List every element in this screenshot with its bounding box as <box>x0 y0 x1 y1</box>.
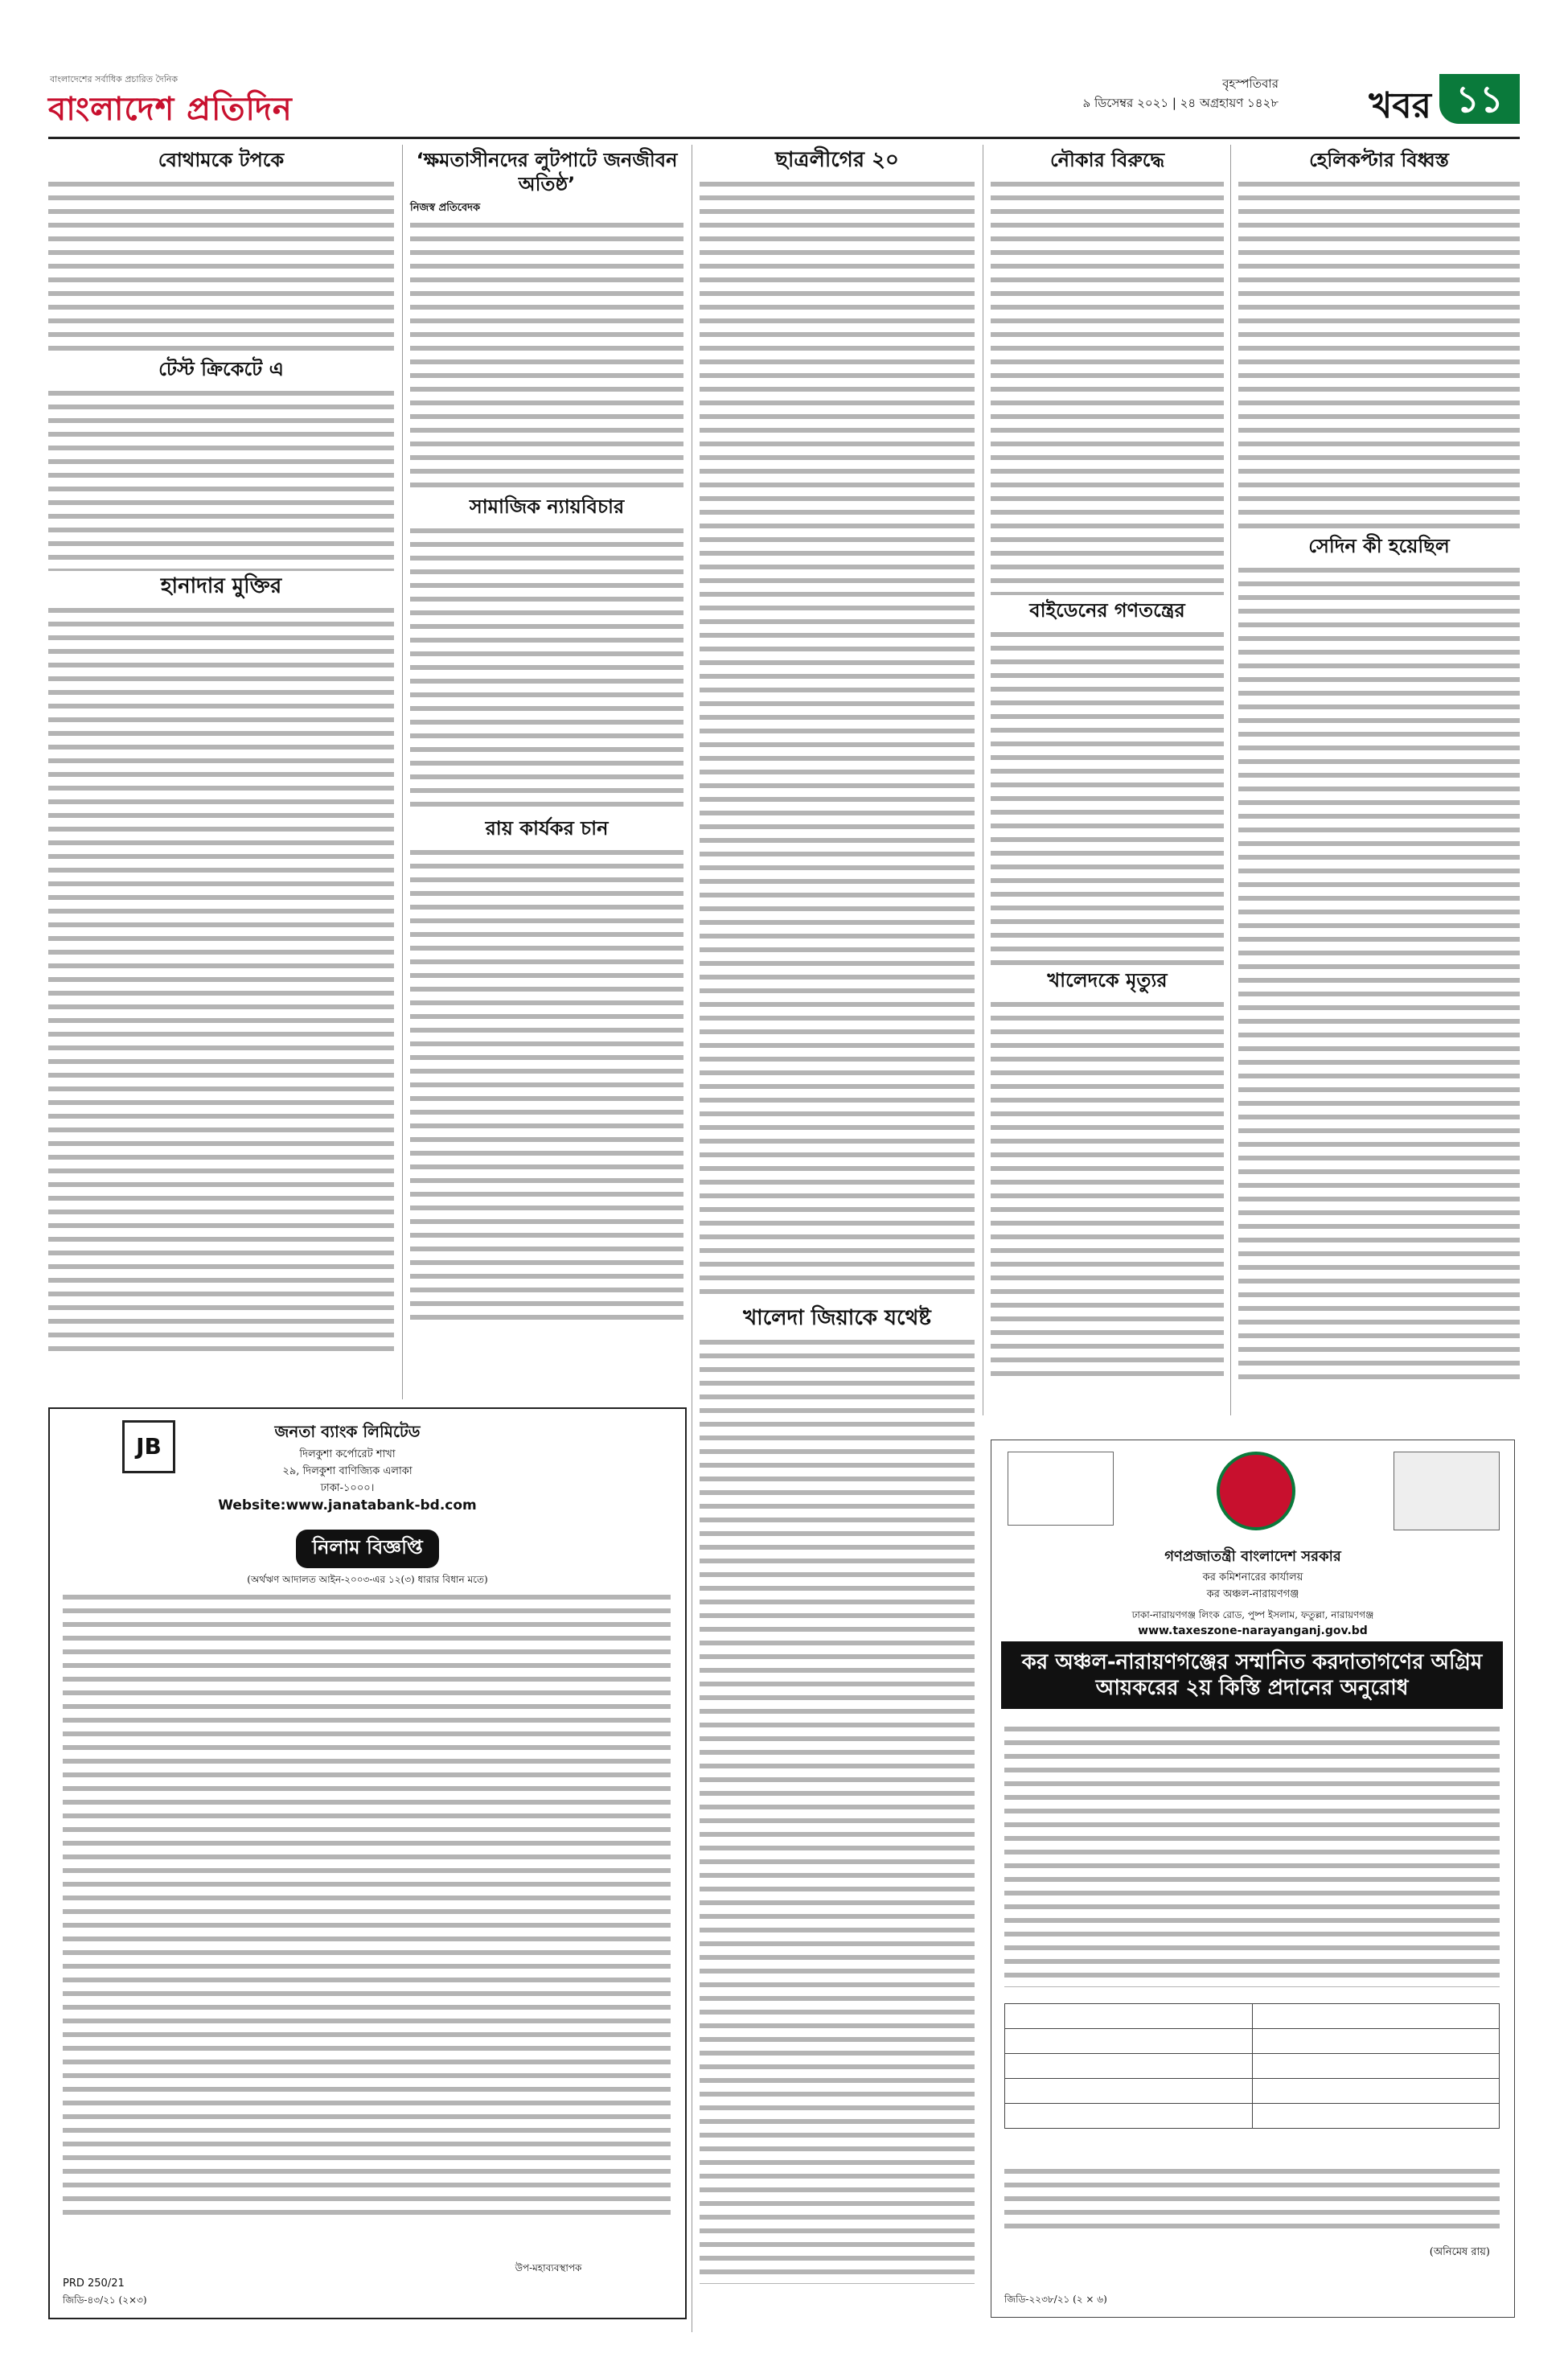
newspaper-logo: বাংলাদেশ প্রতিদিন <box>48 91 293 128</box>
notice-title: নিলাম বিজ্ঞপ্তি <box>296 1530 439 1568</box>
article-body <box>700 177 975 1303</box>
tax-address: ঢাকা-নারায়ণগঞ্জ লিংক রোড, পুষ্প ইসলাম, ফতুল্লা, নারায়ণগঞ্জ <box>1131 1609 1374 1620</box>
tax-ad-footer-text <box>1004 2164 1500 2228</box>
article-body <box>410 845 683 1328</box>
bank-name: জনতা ব্যাংক লিমিটেড <box>274 1422 421 1441</box>
janata-bank-auction-ad <box>48 1407 687 2319</box>
headline-khaleda-zia: খালেদা জিয়াকে যথেষ্ট <box>743 1306 931 1330</box>
column-2 <box>410 145 683 1399</box>
masthead-rule <box>48 137 1520 139</box>
notice-title-wrap <box>50 1530 685 1589</box>
headline-bothamke: বোথামকে টপকে <box>158 149 285 171</box>
column-3 <box>700 145 975 2332</box>
headline-helicopter: হেলিকপ্টার বিধ্বস্ত <box>1309 149 1449 171</box>
prd-code: PRD 250/21 <box>63 2277 125 2290</box>
headline-hanadar: হানাদার মুক্তির <box>160 574 282 598</box>
dateline <box>1082 74 1279 113</box>
headline-biden: বাইডেনের গণতন্ত্রের <box>1029 599 1185 622</box>
notice-body <box>63 1590 671 2217</box>
date: ৯ ডিসেম্বর ২০২১ | ২৪ অগ্রহায়ণ ১৪২৮ <box>1082 96 1279 110</box>
article-body <box>410 524 683 813</box>
article-body <box>700 1335 975 2284</box>
tax-office: কর কমিশনারের কার্যালয় <box>1202 1571 1303 1583</box>
article-body <box>1238 563 1520 1383</box>
section-name: খবর <box>1369 85 1431 126</box>
ad-reference: জিডি-৪৩/২১ (২×৩) <box>63 2294 147 2306</box>
headline-test-cricket: টেস্ট ক্রিকেটে এ <box>158 358 284 380</box>
headline-khaleder: খালেদকে মৃত্যুর <box>1047 969 1168 992</box>
tax-ad-body <box>1004 1722 1500 1987</box>
article-body <box>48 386 394 571</box>
bank-branch: দিলকুশা কর্পোরেট শাখা <box>299 1448 396 1460</box>
article-body <box>1238 177 1520 531</box>
headline-samajik: সামাজিক ন্যায়বিচার <box>469 495 625 518</box>
signatory: উপ-মহাব্যবস্থাপক <box>515 2262 582 2273</box>
headline-sediner: সেদিন কী হয়েছিল <box>1308 535 1450 557</box>
tax-ad-reference: জিডি-২২৩৮/২১ (২ × ৬) <box>1004 2294 1107 2305</box>
headline-noukar: নৌকার বিরুদ্ধে <box>1049 149 1165 171</box>
tax-zone-ad <box>991 1440 1515 2318</box>
tax-ad-title: কর অঞ্চল-নারায়ণগঞ্জের সম্মানিত করদাতাগণের অগ্রিম আয়করের ২য় কিস্তি প্রদানের অনুরোধ <box>1001 1641 1503 1709</box>
article-body <box>410 218 683 491</box>
bank-header <box>187 1420 508 1514</box>
bank-city: ঢাকা-১০০০। <box>320 1482 375 1494</box>
column-divider <box>1230 145 1231 1415</box>
masthead <box>48 74 1520 137</box>
page-number: ১১ <box>1439 74 1520 124</box>
headline-chhatraleague: ছাত্রলীগের ২০ <box>775 148 899 172</box>
tax-header <box>991 1545 1514 1637</box>
article-body <box>991 627 1224 965</box>
logo-tagline: বাংলাদেশের সর্বাধিক প্রচারিত দৈনিক <box>50 74 179 84</box>
notice-law: (অর্থঋণ আদালত আইন-২০০৩-এর ১২(৩) ধারার বিধান মতে) <box>247 1574 488 1585</box>
bank-address: ২৯, দিলকুশা বাণিজ্যিক এলাকা <box>282 1465 413 1477</box>
weekday: বৃহস্পতিবার <box>1222 76 1279 91</box>
portrait-photo <box>1394 1452 1500 1530</box>
gov-name: গণপ্রজাতন্ত্রী বাংলাদেশ সরকার <box>1164 1548 1341 1565</box>
tax-office-table <box>1004 2003 1500 2129</box>
campaign-logo-icon <box>1008 1452 1114 1526</box>
article-body <box>991 997 1224 1383</box>
column-1 <box>48 145 394 1399</box>
tax-website: www.taxeszone-narayanganj.gov.bd <box>1138 1624 1368 1637</box>
tax-signatory: (অনিমেষ রায়) <box>1429 2246 1490 2258</box>
government-emblem-icon <box>1217 1452 1295 1530</box>
byline: নিজস্ব প্রতিবেদক <box>410 202 481 214</box>
janata-bank-logo-icon: JB <box>122 1420 175 1473</box>
article-body <box>48 177 394 354</box>
tax-zone: কর অঞ্চল-নারায়ণগঞ্জ <box>1206 1588 1299 1600</box>
column-4 <box>991 145 1224 1415</box>
bank-website: Website:www.janatabank-bd.com <box>218 1497 477 1514</box>
headline-khomota: ‘ক্ষমতাসীনদের লুটপাটে জনজীবন অতিষ্ঠ’ <box>416 149 678 195</box>
column-5 <box>1238 145 1520 1415</box>
article-body <box>48 603 394 1359</box>
headline-ray: রায় কার্যকর চান <box>485 817 609 840</box>
article-body <box>991 177 1224 595</box>
column-divider <box>402 145 403 1399</box>
